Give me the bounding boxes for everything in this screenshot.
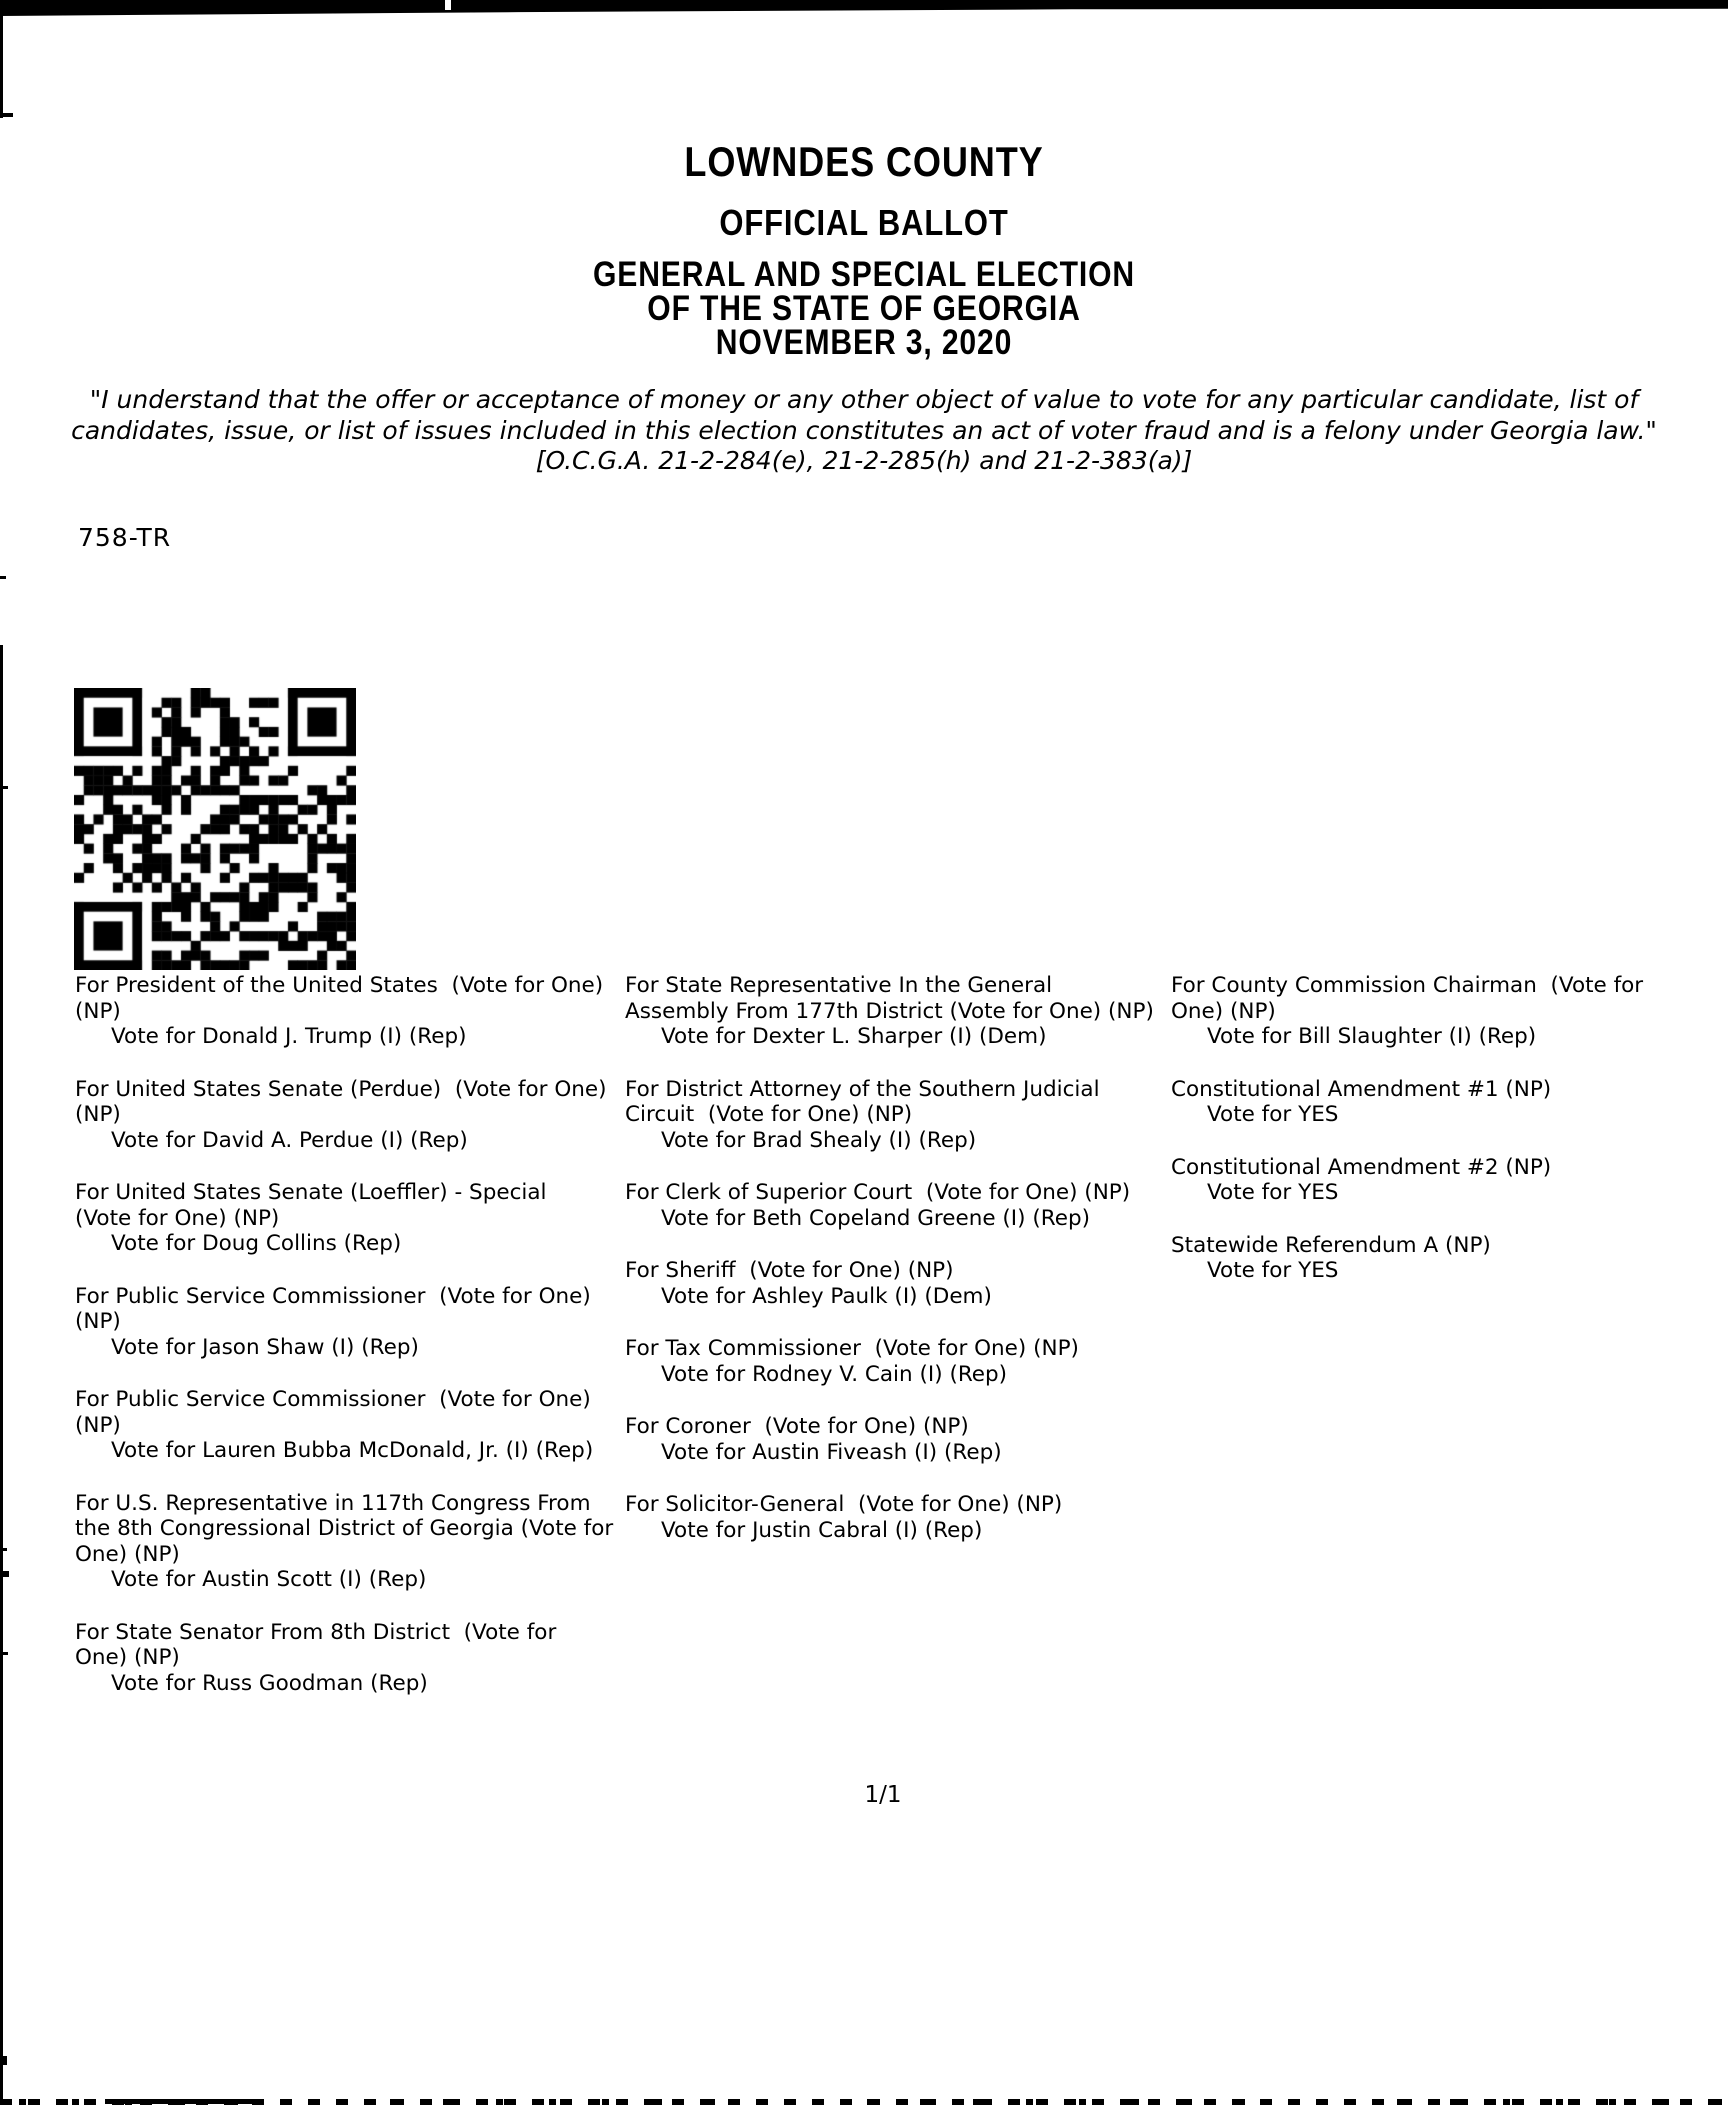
contest-block — [1171, 1155, 1691, 1206]
contest-block — [75, 1284, 615, 1361]
contest-title: For Public Service Commissioner (Vote for One) (NP) — [75, 1283, 598, 1334]
contest-title: For Clerk of Superior Court (Vote for One) (NP) — [625, 1180, 1131, 1205]
contest-block — [75, 1620, 615, 1697]
contest-vote: Vote for David A. Perdue (I) (Rep) — [111, 1127, 468, 1153]
scan-bottom-timing-marks — [0, 2099, 1728, 2105]
contest-title: For Coroner (Vote for One) (NP) — [625, 1414, 969, 1439]
scan-left-edge-tick — [0, 2056, 7, 2065]
contest-block — [1171, 1233, 1691, 1284]
contest-column — [75, 973, 621, 1723]
scan-left-edge-line-bottom — [0, 645, 3, 2105]
contest-vote: Vote for Dexter L. Sharper (I) (Dem) — [661, 1024, 1047, 1049]
contest-block — [625, 1336, 1158, 1387]
contest-vote: Vote for Ashley Paulk (I) (Dem) — [661, 1283, 992, 1309]
ballot-title: OFFICIAL BALLOT — [719, 202, 1009, 243]
ballot-style-code: 758-TR — [78, 523, 172, 552]
scan-top-edge-bar — [0, 0, 1728, 16]
contest-block — [625, 1258, 1158, 1309]
scan-left-edge-line-top — [0, 14, 3, 118]
contest-block — [75, 1387, 615, 1464]
scan-left-edge-dash — [0, 576, 6, 579]
scan-left-edge-tick — [0, 1652, 8, 1655]
contest-title: For United States Senate (Perdue) (Vote for One) (NP) — [75, 1076, 614, 1127]
contest-columns — [75, 973, 1691, 1723]
contest-block — [75, 1490, 621, 1593]
contest-title: For State Senator From 8th District (Vote for One) (NP) — [75, 1619, 564, 1670]
contest-vote: Vote for Jason Shaw (I) (Rep) — [111, 1334, 419, 1360]
contest-title: For President of the United States (Vote for One) (NP) — [75, 973, 610, 1024]
scan-top-edge-notch — [445, 0, 451, 10]
election-date: NOVEMBER 3, 2020 — [715, 323, 1013, 362]
contest-vote: Vote for Rodney V. Cain (I) (Rep) — [661, 1361, 1008, 1387]
election-title-line2: OF THE STATE OF GEORGIA — [647, 289, 1081, 328]
contest-vote: Vote for YES — [1207, 1180, 1339, 1205]
contest-vote: Vote for Brad Shealy (I) (Rep) — [661, 1127, 977, 1153]
contest-vote: Vote for Russ Goodman (Rep) — [111, 1670, 428, 1696]
contest-vote: Vote for Doug Collins (Rep) — [111, 1231, 402, 1256]
contest-title: For District Attorney of the Southern Judicial Circuit (Vote for One) (NP) — [625, 1076, 1107, 1127]
contest-title: Statewide Referendum A (NP) — [1171, 1232, 1491, 1258]
contest-title: For Sheriff (Vote for One) (NP) — [625, 1258, 954, 1283]
scan-left-edge-tick — [0, 786, 8, 789]
contest-vote: Vote for Lauren Bubba McDonald, Jr. (I) (Rep) — [111, 1438, 594, 1463]
contest-column — [1171, 973, 1691, 1311]
contest-vote: Vote for Donald J. Trump (I) (Rep) — [111, 1024, 467, 1049]
contest-block — [75, 973, 615, 1050]
contest-block — [1171, 973, 1691, 1050]
contest-block — [625, 1492, 1158, 1543]
contest-title: For U.S. Representative in 117th Congress From the 8th Congressional District of Georgia (Vote for One) (NP) — [75, 1490, 621, 1567]
contest-block — [1171, 1077, 1691, 1128]
scan-left-edge-tick — [0, 1548, 7, 1551]
contest-title: For County Commission Chairman (Vote for One) (NP) — [1171, 973, 1650, 1024]
contest-block — [625, 1180, 1158, 1231]
contest-vote: Vote for Justin Cabral (I) (Rep) — [661, 1517, 983, 1543]
election-title-line1: GENERAL AND SPECIAL ELECTION — [593, 255, 1135, 294]
voter-fraud-disclaimer: "I understand that the offer or acceptance of money or any other object of value to vote for any particular candidate, list of candidates, issue, or list of issues included in this election constitutes an act of voter fraud and is a felony under Georgia law." [O.C.G.A. 21-2-284(e), 21-2-285(h) and 21-2-383(a)] — [71, 385, 1657, 475]
contest-title: Constitutional Amendment #1 (NP) — [1171, 1076, 1552, 1102]
contest-vote: Vote for Beth Copeland Greene (I) (Rep) — [661, 1205, 1090, 1231]
contest-block — [625, 1414, 1158, 1465]
scan-bottom-timing-marks-segment — [105, 2099, 255, 2104]
contest-block — [625, 973, 1158, 1050]
contest-title: For Solicitor-General (Vote for One) (NP) — [625, 1492, 1063, 1517]
contest-title: Constitutional Amendment #2 (NP) — [1171, 1154, 1552, 1180]
contest-block — [75, 1180, 615, 1257]
contest-column — [625, 973, 1158, 1570]
ballot-header — [121, 138, 1607, 362]
contest-vote: Vote for Austin Scott (I) (Rep) — [111, 1567, 427, 1592]
contest-block — [75, 1077, 615, 1154]
contest-title: For Tax Commissioner (Vote for One) (NP) — [625, 1336, 1079, 1361]
contest-block — [625, 1077, 1158, 1154]
scan-left-edge-tick — [0, 1571, 9, 1577]
contest-vote: Vote for Bill Slaughter (I) (Rep) — [1207, 1024, 1537, 1049]
contest-vote: Vote for YES — [1207, 1258, 1339, 1283]
county-title: LOWNDES COUNTY — [684, 138, 1044, 185]
contest-vote: Vote for YES — [1207, 1102, 1339, 1127]
contest-title: For State Representative In the General Assembly From 177th District (Vote for One) (NP) — [625, 973, 1154, 1024]
contest-vote: Vote for Austin Fiveash (I) (Rep) — [661, 1439, 1002, 1465]
page-number: 1/1 — [864, 1782, 902, 1808]
contest-title: For Public Service Commissioner (Vote for One) (NP) — [75, 1387, 598, 1438]
scan-left-edge-tick — [0, 113, 13, 117]
qr-code-icon — [74, 688, 356, 970]
contest-title: For United States Senate (Loeffler) - Special (Vote for One) (NP) — [75, 1180, 561, 1231]
